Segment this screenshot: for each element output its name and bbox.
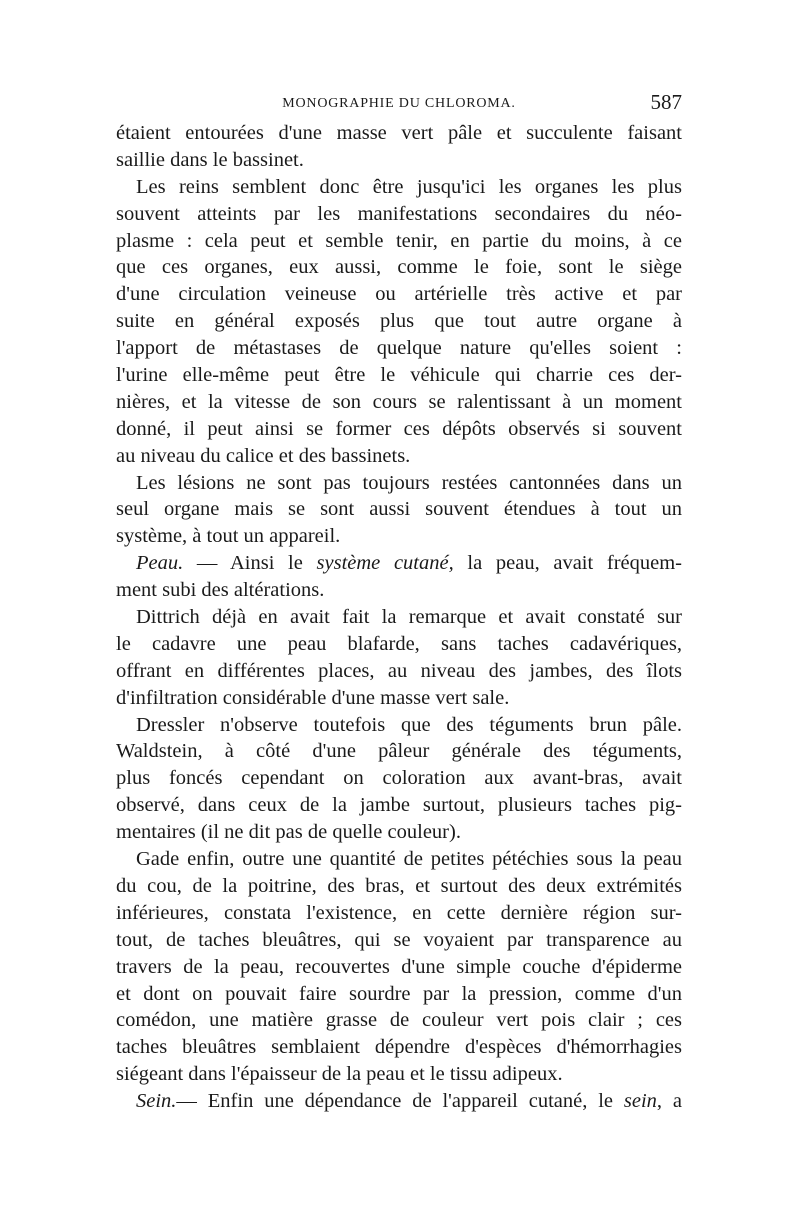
italic-term: sein	[623, 1090, 657, 1113]
section-heading-peau: Peau.	[136, 552, 184, 575]
text-line: Les lésions ne sont pas toujours restées cantonnées dans un	[136, 471, 682, 494]
text-line: seul organe mais se sont aussi souvent étendues à tout un	[116, 498, 682, 521]
text-line: observé, dans ceux de la jambe surtout, plusieurs taches pig-	[116, 794, 682, 817]
text-line: Dressler n'observe toutefois que des téguments brun pâle.	[136, 713, 682, 736]
section-heading-sein: Sein.	[136, 1090, 177, 1113]
text-line: donné, il peut ainsi se former ces dépôts observés si souvent	[116, 417, 682, 440]
text-line: Gade enfin, outre une quantité de petites pétéchies sous la peau	[136, 848, 682, 871]
text-fragment: , a	[656, 1090, 682, 1113]
italic-term: système cutané,	[316, 552, 454, 575]
running-title: MONOGRAPHIE DU CHLOROMA.	[282, 96, 516, 111]
text-line: système, à tout un appareil.	[116, 525, 341, 548]
text-line: tout, de taches bleuâtres, qui se voyaient par transparence au	[116, 928, 682, 951]
text-line: inférieures, constata l'existence, en cette dernière région sur-	[116, 901, 682, 924]
text-line: l'urine elle-même peut être le véhicule qui charrie ces der-	[116, 364, 682, 387]
text-fragment: — Enfin une dépendance de l'appareil cutané, le	[176, 1090, 614, 1113]
text-fragment: la peau, avait fréquem-	[467, 552, 682, 575]
text-line: mentaires (il ne dit pas de quelle couleur).	[116, 821, 461, 844]
book-page	[116, 90, 682, 1115]
text-line: Waldstein, à côté d'une pâleur générale des téguments,	[116, 740, 682, 763]
body-text	[116, 120, 682, 1115]
text-line: travers de la peau, recouvertes d'une simple couche d'épiderme	[116, 955, 682, 978]
text-line: le cadavre une peau blafarde, sans taches cadavériques,	[116, 632, 682, 655]
text-line: Les reins semblent donc être jusqu'ici les organes les plus	[136, 175, 682, 198]
text-line: offrant en différentes places, au niveau des jambes, des îlots	[116, 659, 682, 682]
text-line: ment subi des altérations.	[116, 579, 325, 602]
page-number: 587	[650, 90, 682, 114]
text-line: au niveau du calice et des bassinets.	[116, 444, 411, 467]
text-line: du cou, de la poitrine, des bras, et surtout des deux extrémités	[116, 874, 682, 897]
text-line: plasme : cela peut et semble tenir, en partie du moins, à ce	[116, 229, 682, 252]
text-line: et dont on pouvait faire sourdre par la pression, comme d'un	[116, 982, 682, 1005]
text-line: comédon, une matière grasse de couleur vert pois clair ; ces	[116, 1009, 682, 1032]
text-line-peau	[116, 550, 682, 577]
text-line: que ces organes, eux aussi, comme le foie, sont le siège	[116, 256, 682, 279]
page-header	[116, 90, 682, 120]
text-line: d'une circulation veineuse ou artérielle très active et par	[116, 283, 682, 306]
text-line: taches bleuâtres semblaient dépendre d'espèces d'hémorrhagies	[116, 1036, 682, 1059]
text-line: saillie dans le bassinet.	[116, 148, 304, 171]
text-line: étaient entourées d'une masse vert pâle et succulente faisant	[116, 122, 682, 144]
text-line: nières, et la vitesse de son cours se ralentissant à un moment	[116, 390, 682, 413]
text-line: suite en général exposés plus que tout autre organe à	[116, 310, 682, 333]
text-line: Dittrich déjà en avait fait la remarque et avait constaté sur	[136, 606, 682, 629]
text-line: souvent atteints par les manifestations secondaires du néo-	[116, 202, 682, 225]
text-line: plus foncés cependant on coloration aux avant-bras, avait	[116, 767, 682, 790]
text-line: d'infiltration considérable d'une masse vert sale.	[116, 686, 510, 709]
text-line: siégeant dans l'épaisseur de la peau et le tissu adipeux.	[116, 1063, 563, 1086]
text-fragment: — Ainsi le	[196, 552, 303, 575]
text-line-sein	[116, 1088, 682, 1115]
text-line: l'apport de métastases de quelque nature qu'elles soient :	[116, 337, 682, 360]
